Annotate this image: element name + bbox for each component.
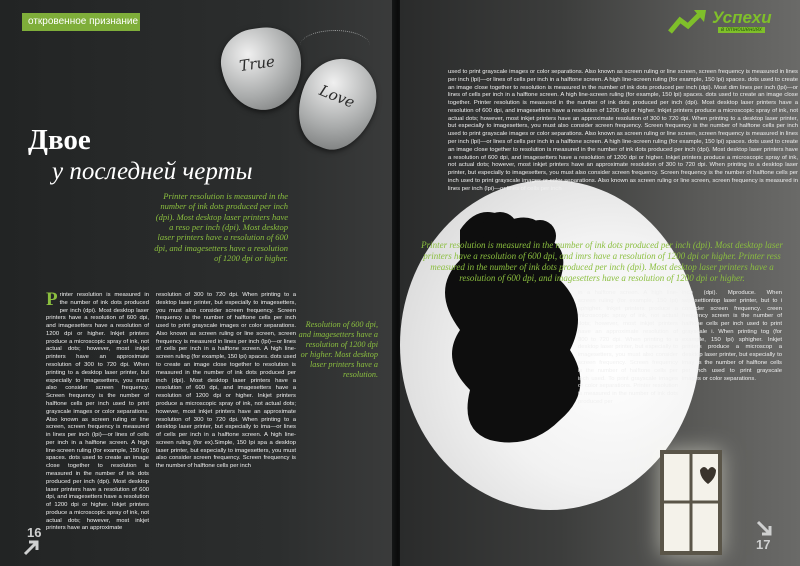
drop-cap: P [46, 289, 58, 310]
right-page [400, 0, 800, 566]
article-headline [28, 125, 253, 186]
left-page [0, 0, 395, 566]
body-column-2 [156, 292, 296, 471]
body-top-column [448, 69, 798, 194]
headline-line-1: Двое [28, 124, 91, 156]
body-column-3-text: in a halftone screen. A high line-screen ruling (for example, 150 lpi) sphigher. Inkjet printers produce a microscopic spray of ink, not actual dots; however, most inkjet printers have an approximate resolution of 300 to 720 dpi. When printing to a desktop laser printer, but especially to imagesetters, you must also consider screen frequency. Screen frequency is the number of halftone cells per inch used. To print grayscale images or color separations. Printer resolution is measured in the number of ink dots produced per [578, 290, 678, 405]
body-column-4 [682, 290, 782, 383]
body-top-text: used to print grayscale images or color separations. Also known as screen ruling or line screen, screen frequency is measured in lines per inch (lpi)—or lines of cells per inch in a halftone screen. A high line-screen ruling (for example, 150 lpi) spaces. dots used to create an image close together to resolution is measured in the number of ink dots produced per inch (dpi). Most dim lines per inch (lpi)—or lines of cells per inch in a halftone screen. A high line-screen ruling (for example, 150 lpi) spaces. dots used to create an image close together. Printer resolution is measured in the number of ink dots produced per inch (dpi). Most desktop laser printers have a resolution of 600 dpi, and imagesetters have a resolution of 1200 dpi or higher. Inkjet printers produce a microscopic spray of ink, not actual dots; however, most inkjet printers have an approximate resolution of 300 to 720 dpi. When printing to a desktop laser printer, but especially to imagesetters, you must also consider screen frequency. Screen frequency is the number of halftone cells per inch used to print grayscale images or color separations. Also known as screen ruling or line screen, screen frequency is measured in lines per inch (lpi)—or lines of cells per inch in a halftone screen. A high line-screen ruling (for example, 150 lpi) spaces. dots used to create an image close together to resolution is measured in the number of ink dots produced per inch (dpi). Most desktop laser printers have a resolution of 600 dpi, and imagesetters have a resolution of 1200 dpi or higher. Inkjet printers produce a microscopic spray of ink, not actual dots; however, most inkjet printers have an approximate resolution of 300 to 720 dpi. When printing to a desktop laser printer, but especially to imagesetters, you must also consider screen frequency. Screen frequency is the number of halftone cells per inch used to print grayscale images or color separations. Also known as screen ruling or line screen, screen frequency is measured in lines per inch (lpi)—or lines of cells per inch [448, 69, 798, 192]
arrow-icon [23, 538, 41, 556]
logo-title: Успехи [712, 8, 772, 27]
arrow-icon-right [756, 520, 774, 538]
body-column-3 [578, 290, 678, 407]
pull-quote-left: Printer resolution is measured in the number of ink dots produced per inch (dpi). Most desktop laser printers have a reso per inch (dpi). Most desktop laser printers have a resolution of 600 dpi, and imagesetters have a resolution of 1200 dpi or higher. [154, 191, 288, 264]
heart-pendant-true [217, 23, 308, 115]
window-image [660, 450, 722, 555]
body-column-1-text: rinter resolution is measured in the number of ink dots produced per inch (dpi). Most desktop laser printers have a resolution of 600 dpi, and imagesetters have a resolution of 1200 dpi or higher. Inkjet printers produce a microscopic spray of ink, not actual dots; however, most inkjet printers have an approximate resolution of 300 to 720 dpi. When printing to a desktop laser printer, but especially to imagesetters, you must also consider screen frequency. Screen frequency is the number of halftone cells per inch used to print grayscale images or color separations. Also known as screen ruling or line screen, screen frequency is measured in lines per inch (lpi)—or lines of cells per inch in a halftone screen. A high line-screen ruling (for example, 150 lpi) spaces. dots used to create an image close together to resolution is measured in the number of ink dots produced per inch (dpi). Most desktop laser printers have a resolution of 600 dpi, and imagesetters have a resolution of 1200 dpi or higher. Inkjet printers produce a microscopic spray of ink, not actual dots; however, most inkjet printers have an approximate [46, 292, 149, 532]
headline-line-2: у последней черты [52, 158, 253, 186]
pull-quote-side: Resolution of 600 dpi, and imagesetters have a resolution of 1200 dpi or higher. Most desktop laser printers have a resolution. [298, 320, 378, 379]
body-column-1 [46, 289, 149, 533]
magazine-logo [668, 6, 798, 40]
heart-engraving-love: Love [316, 81, 358, 112]
heart-engraving-true: True [238, 52, 277, 76]
pull-quote-right: Printer resolution is measured in the number of ink dots produced per inch (dpi). Most desktop laser printers have a resolution of 600 dpi, and imrs have a resolution of 1200 dpi or higher. Printer ress measured in the number of ink dots produced per inch (dpi). Most desktop laser printers have a resolution of 600 dpi, and imagesetters have a resolution of 1200 dpi or higher. [421, 240, 783, 283]
body-column-4-text: inch (dpi). Mproduce. When sepesettiontop laser printer, but to i consider screen frequency. creen frequency screen is the number of halftone cells per inch used to print grayscale i. When printing tog (for example, 150 lpi) sphigher. Inkjet printers produce a microscop a desktop laser printer, but especially to imay is the number of halftone cells per inch used to print grayscale images or color separations. [682, 290, 782, 382]
growth-arrow-icon [668, 6, 708, 36]
window-frame-icon [660, 450, 722, 555]
body-column-2-text: resolution of 300 to 720 dpi. When printing to a desktop laser printer, but especially to imagesetters, you must also consider screen frequency. Screen frequency is the number of halftone cells per inch used to print grayscale images or color separations. Also known as screen ruling or line screen, screen frequency is measured in lines per inch (lpi)—or lines of cells per inch in a halftone screen. A high line-screen ruling (for example, 150 lpi) spaces. dots used to create an image close together to resolution is measured in the number of ink dots produced per inch (dpi). Most desktop laser printers have a resolution of 600 dpi, and imagesetters have a resolution of 1200 dpi or higher. Inkjet printers produce a microscopic spray of ink, not actual dots; however, most inkjet printers have an approximate resolution of 300 to 720 dpi. When printing to a desktop laser printer, but especially to ima—or lines of cells per inch in a halftone screen. A high line-screen ruling (for ex).Simple, 150 lpi spa a desktop laser printer, but especially to imagesetters, you must also consider screen frequency. Screen frequency is the number of halftone cells per inch [156, 292, 296, 470]
page-number-right: 17 [756, 537, 771, 552]
section-label: откровенное признание [22, 13, 140, 31]
logo-subtitle: в отношениях [718, 27, 765, 33]
pendant-chain [300, 30, 370, 61]
page-number-left: 16 [27, 525, 42, 540]
